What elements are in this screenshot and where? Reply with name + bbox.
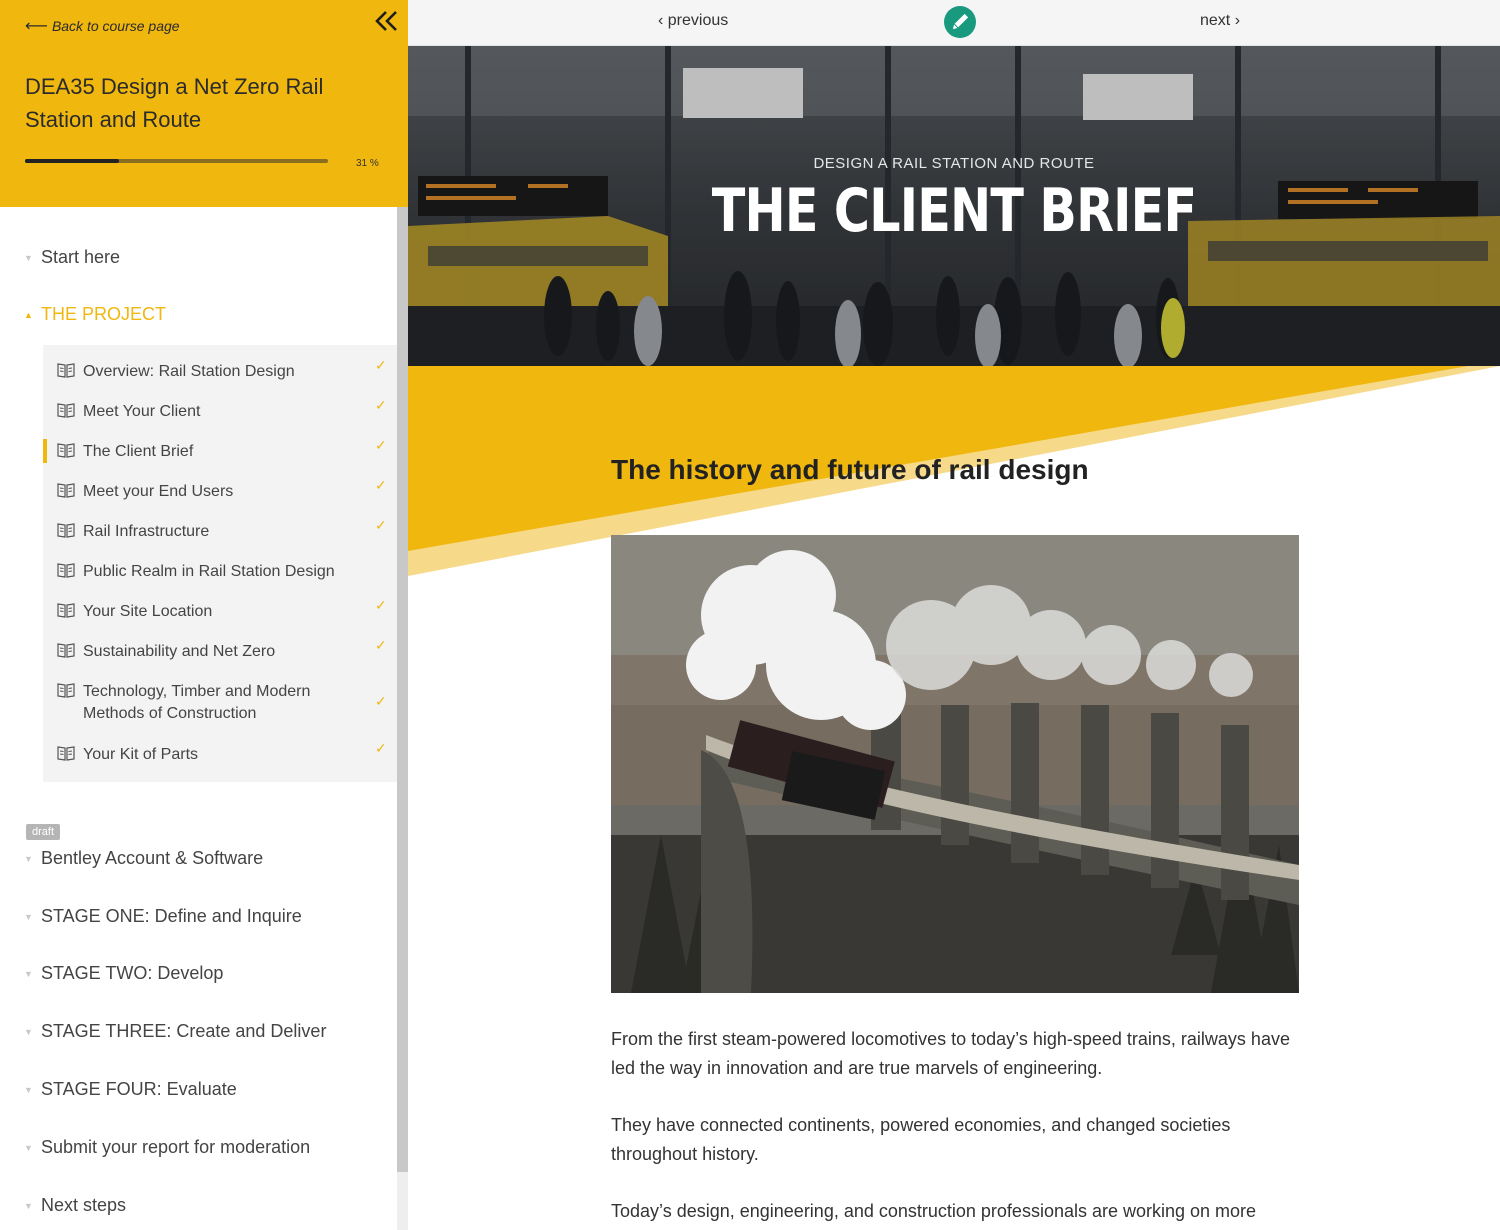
completed-check-icon: ✓ — [375, 740, 387, 756]
lesson-label: Sustainability and Net Zero — [83, 643, 276, 660]
completed-check-icon: ✓ — [375, 397, 387, 413]
paragraph: Today’s design, engineering, and construction professionals are working on more — [611, 1201, 1257, 1221]
section-stage-one[interactable] — [24, 906, 302, 927]
lesson-item[interactable] — [43, 637, 397, 665]
completed-check-icon: ✓ — [375, 437, 387, 453]
lesson-item[interactable] — [43, 561, 397, 585]
steam-train-photo — [611, 535, 1299, 993]
section-label: Submit your report for moderation — [41, 1137, 311, 1157]
open-book-icon — [57, 562, 75, 578]
section-stage-two[interactable] — [24, 963, 223, 984]
lesson-label: Meet your End Users — [83, 483, 234, 500]
lesson-item[interactable] — [43, 740, 397, 768]
lesson-item[interactable] — [43, 597, 397, 625]
section-label: STAGE FOUR: Evaluate — [41, 1079, 237, 1099]
triangle-up-icon: ▲ — [24, 309, 33, 320]
lesson-label: Technology, Timber and Modern Methods of Construction — [83, 683, 311, 722]
course-progress-bar — [25, 159, 328, 163]
paragraph: From the first steam-powered locomotives to today’s high-speed trains, railways have led the way in innovation and are true marvels of engineering. — [611, 1029, 1290, 1078]
triangle-down-icon: ▼ — [24, 252, 33, 263]
next-lesson-link[interactable] — [1200, 12, 1240, 30]
open-book-icon — [57, 522, 75, 538]
section-stage-three[interactable] — [24, 1021, 326, 1042]
completed-check-icon: ✓ — [375, 693, 387, 709]
paragraph: They have connected continents, powered economies, and changed societies throughout history. — [611, 1115, 1231, 1164]
open-book-icon — [57, 362, 75, 378]
triangle-down-icon: ▼ — [24, 968, 33, 979]
lesson-item[interactable] — [43, 477, 397, 505]
previous-lesson-link[interactable] — [658, 12, 728, 30]
back-to-course-link[interactable] — [25, 16, 180, 36]
lesson-item[interactable] — [43, 517, 397, 545]
lesson-label: Overview: Rail Station Design — [83, 363, 295, 380]
triangle-down-icon: ▼ — [24, 1142, 33, 1153]
lesson-item[interactable] — [43, 397, 397, 425]
open-book-icon — [57, 482, 75, 498]
triangle-down-icon: ▼ — [24, 1084, 33, 1095]
sidebar-nav — [0, 207, 408, 1230]
content-heading: The history and future of rail design — [611, 454, 1089, 485]
open-book-icon — [57, 442, 75, 458]
course-progress-fill — [25, 159, 119, 163]
sidebar-scrollbar[interactable] — [397, 207, 408, 1230]
lesson-label: Your Kit of Parts — [83, 746, 199, 763]
next-label: next — [1200, 12, 1231, 29]
lesson-item[interactable] — [43, 437, 397, 465]
lesson-label: Rail Infrastructure — [83, 523, 210, 540]
open-book-icon — [57, 642, 75, 658]
pencil-icon — [944, 6, 976, 38]
section-submit-report[interactable] — [24, 1137, 310, 1158]
double-chevron-left-icon — [372, 8, 402, 38]
section-label: Bentley Account & Software — [41, 848, 264, 868]
course-sidebar — [0, 0, 408, 1230]
section-label: Start here — [41, 247, 121, 267]
chevron-left-icon: ‹ — [658, 12, 664, 29]
collapse-sidebar-button[interactable] — [372, 8, 402, 38]
lesson-label: Your Site Location — [83, 603, 213, 620]
open-book-icon — [57, 602, 75, 618]
lesson-label: The Client Brief — [83, 443, 194, 460]
triangle-down-icon: ▼ — [24, 853, 33, 864]
course-title: DEA35 Design a Net Zero Rail Station and Route — [25, 74, 324, 132]
section-the-project[interactable] — [24, 304, 166, 325]
steam-train-viaduct-image — [611, 535, 1299, 993]
section-label: Next steps — [41, 1195, 127, 1215]
completed-check-icon: ✓ — [375, 517, 387, 533]
lesson-navigation-bar — [408, 0, 1500, 46]
lesson-item[interactable] — [43, 681, 397, 727]
back-link-label: Back to course page — [51, 18, 180, 34]
lesson-content — [408, 0, 1500, 1230]
open-book-icon — [57, 682, 75, 698]
section-label: STAGE TWO: Develop — [41, 963, 224, 983]
completed-check-icon: ✓ — [375, 637, 387, 653]
open-book-icon — [57, 745, 75, 761]
completed-check-icon: ✓ — [375, 477, 387, 493]
hero-banner — [408, 46, 1500, 366]
hero-title: THE CLIENT BRIEF — [711, 176, 1197, 246]
lesson-label: Meet Your Client — [83, 403, 201, 420]
triangle-down-icon: ▼ — [24, 1200, 33, 1211]
arrow-left-icon: ⟵ — [25, 18, 48, 35]
edit-lesson-button[interactable] — [944, 6, 976, 38]
section-label: THE PROJECT — [41, 304, 167, 324]
section-label: STAGE THREE: Create and Deliver — [41, 1021, 327, 1041]
section-next-steps[interactable] — [24, 1195, 126, 1216]
open-book-icon — [57, 402, 75, 418]
lesson-item[interactable] — [43, 357, 397, 385]
chevron-right-icon: › — [1234, 12, 1241, 29]
section-bentley-account[interactable] — [24, 848, 263, 869]
previous-label: previous — [667, 12, 729, 29]
sidebar-header — [0, 0, 408, 207]
current-lesson-indicator — [43, 439, 47, 463]
hero-subtitle: DESIGN A RAIL STATION AND ROUTE — [813, 155, 1095, 172]
lesson-label: Public Realm in Rail Station Design — [83, 563, 335, 580]
section-label: STAGE ONE: Define and Inquire — [41, 906, 302, 926]
triangle-down-icon: ▼ — [24, 1026, 33, 1037]
lesson-list — [43, 345, 397, 782]
draft-badge: draft — [26, 824, 60, 840]
completed-check-icon: ✓ — [375, 597, 387, 613]
sidebar-scroll-thumb[interactable] — [397, 207, 408, 1172]
triangle-down-icon: ▼ — [24, 911, 33, 922]
completed-check-icon: ✓ — [375, 357, 387, 373]
section-stage-four[interactable] — [24, 1079, 237, 1100]
course-progress-percent: 31 % — [356, 158, 379, 169]
section-start-here[interactable] — [24, 247, 120, 268]
